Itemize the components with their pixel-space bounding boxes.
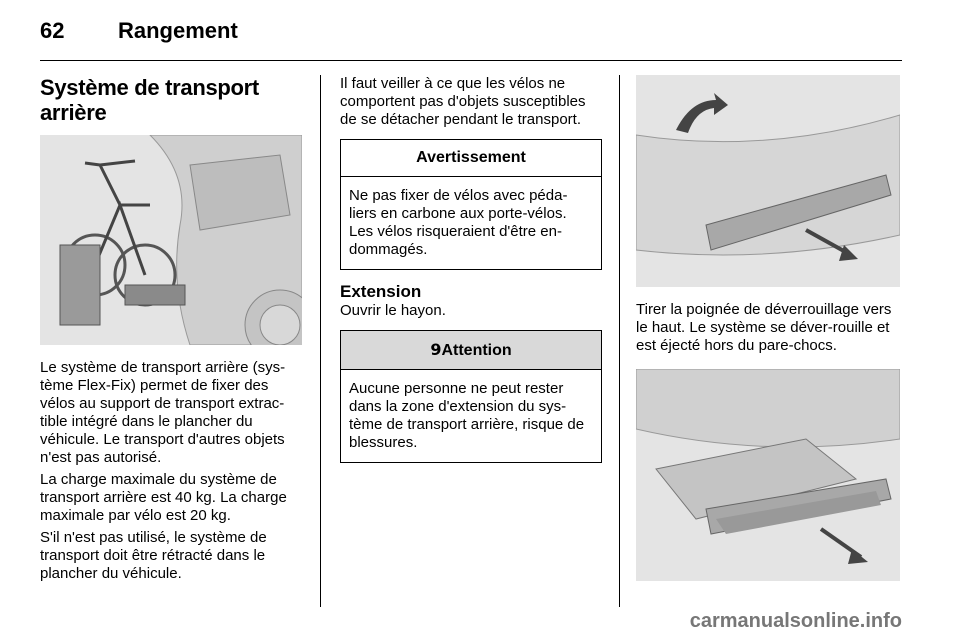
- warning-title: Avertissement: [341, 140, 601, 177]
- attention-title: Attention: [441, 342, 512, 359]
- warning-box: [340, 139, 602, 270]
- page-number: 62: [40, 18, 65, 43]
- instruction-caption: Tirer la poignée de déverrouillage vers le haut. Le système se déver-rouille et est éjecté hors du pare-chocs.: [636, 301, 892, 354]
- bike-carrier-illustration: [40, 135, 302, 345]
- attention-header: [341, 331, 601, 370]
- extension-text: Ouvrir le hayon.: [340, 302, 446, 319]
- paragraph: Le système de transport arrière (sys-tème Flex-Fix) permet de fixer des vélos au support de transport extrac-tible intégré dans le plancher du véhicule. Le transport d'autres objets n'est pas autorisé.: [40, 359, 286, 466]
- column-3: [636, 75, 902, 581]
- bumper-release-illustration: [636, 75, 900, 287]
- carrier-ejected-illustration: [636, 369, 900, 581]
- warning-triangle-icon: 9: [430, 340, 442, 359]
- attention-text: Aucune personne ne peut rester dans la zone d'extension du sys-tème de transport arrière, risque de blessures.: [349, 380, 585, 451]
- header-divider: [40, 60, 902, 61]
- page-header: [40, 12, 902, 52]
- paragraph: La charge maximale du système de transport arrière est 40 kg. La charge maximale par vélo est 20 kg.: [40, 471, 287, 524]
- extension-heading: Extension: [340, 282, 422, 301]
- section-title: Système de transport arrière: [40, 75, 259, 125]
- column-2: [340, 75, 602, 473]
- column-1: [40, 75, 304, 587]
- intro-paragraph: Il faut veiller à ce que les vélos ne comportent pas d'objets susceptibles de se détacher pendant le transport.: [340, 75, 586, 128]
- body-text: [40, 359, 304, 583]
- watermark: carmanualsonline.info: [689, 610, 902, 632]
- column-divider-1: [320, 75, 321, 607]
- column-divider-2: [619, 75, 620, 607]
- attention-box: [340, 330, 602, 463]
- warning-text: Ne pas fixer de vélos avec péda-liers en carbone aux porte-vélos. Les vélos risqueraient d'être en-dommagés.: [349, 187, 568, 258]
- paragraph: S'il n'est pas utilisé, le système de transport doit être rétracté dans le plancher du véhicule.: [40, 529, 267, 582]
- chapter-title: Rangement: [118, 18, 238, 43]
